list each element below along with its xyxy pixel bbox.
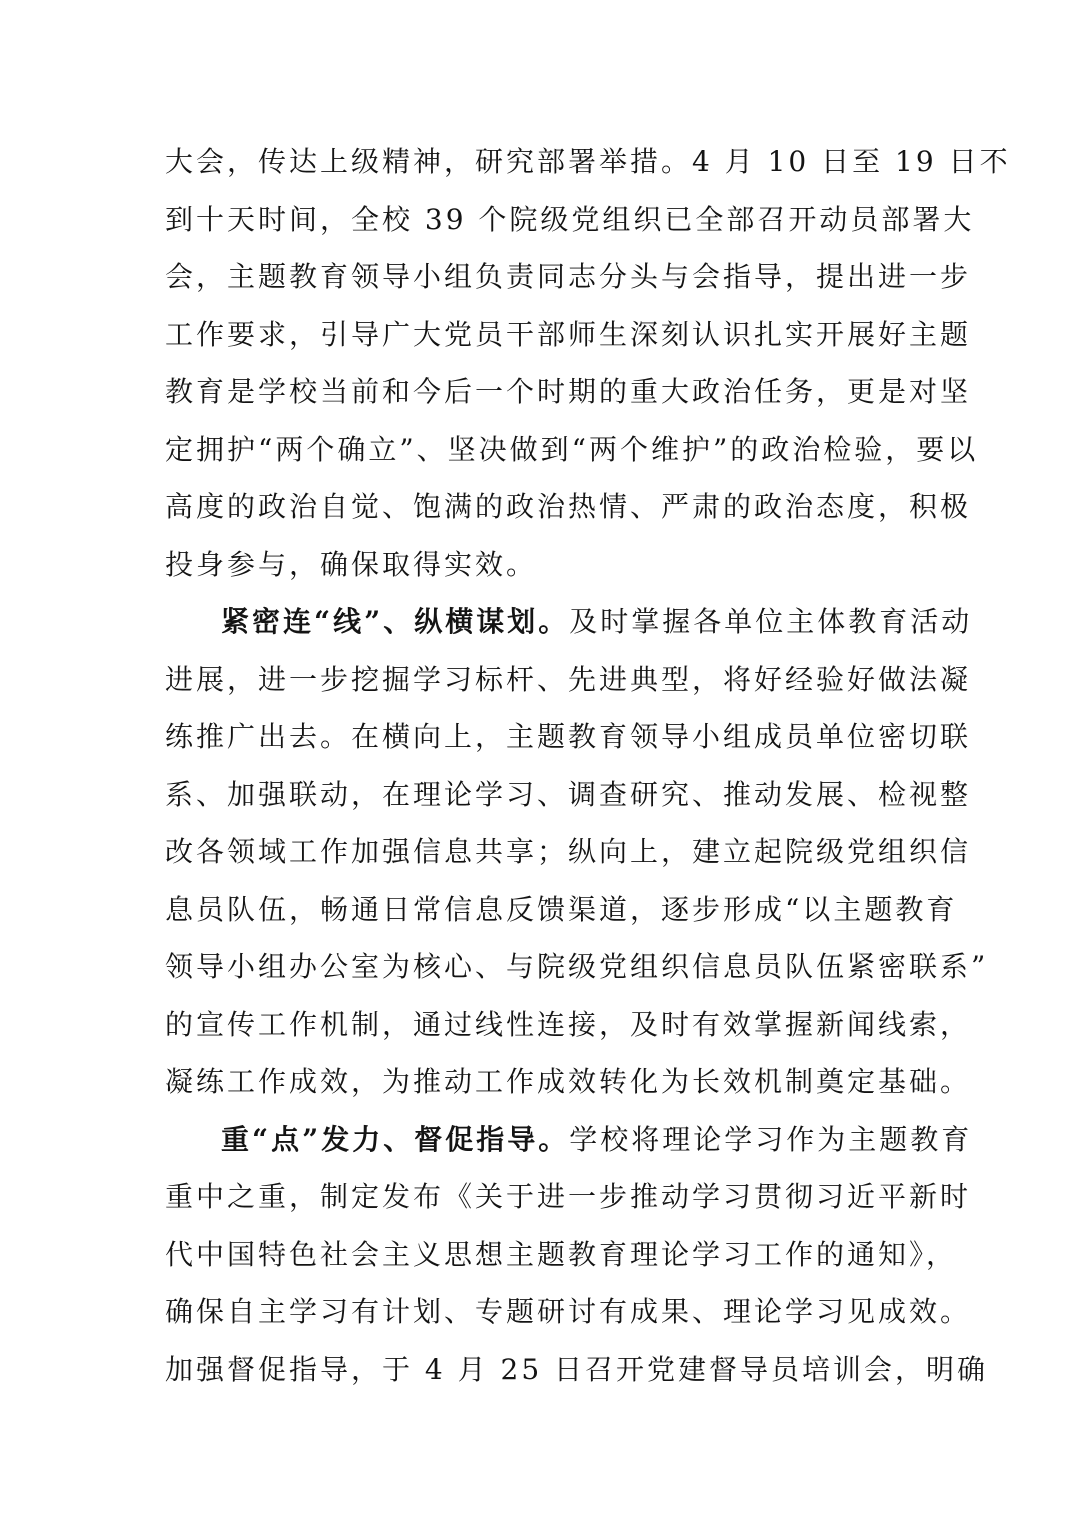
paragraph-2	[165, 593, 989, 1111]
text-line: 领导小组办公室为核心、与院级党组织信息员队伍紧密联系”	[165, 950, 989, 983]
text-line: 确保自主学习有计划、专题研讨有成果、理论学习见成效。	[165, 1295, 972, 1328]
text-line: 进展，进一步挖掘学习标杆、先进典型，将好经验好做法凝	[165, 662, 972, 696]
text-line: 改各领域工作加强信息共享；纵向上，建立起院级党组织信	[165, 835, 972, 868]
text-line: 工作要求，引导广大党员干部师生深刻认识扎实开展好主题	[165, 317, 972, 351]
text-line: 的宣传工作机制，通过线性连接，及时有效掌握新闻线索，	[165, 1007, 972, 1041]
text-line: 重中之重，制定发布《关于进一步推动学习贯彻习近平新时	[165, 1180, 972, 1213]
text-line: 投身参与，确保取得实效。	[165, 547, 538, 581]
text-line-first	[165, 1111, 973, 1169]
text-line: 高度的政治自觉、饱满的政治热情、严肃的政治态度，积极	[165, 490, 972, 523]
text-line: 加强督促指导，于 4 月 25 日召开党建督导员培训会，明确	[165, 1352, 989, 1386]
text-span: 及时掌握各单位主体教育活动	[569, 605, 973, 638]
paragraph-3	[165, 1111, 989, 1399]
paragraph-heading: 重“点”发力、督促指导。	[221, 1122, 570, 1156]
text-line-first	[165, 593, 973, 651]
text-line: 会，主题教育领导小组负责同志分头与会指导，提出进一步	[165, 260, 972, 293]
text-line: 教育是学校当前和今后一个时期的重大政治任务，更是对坚	[165, 375, 972, 408]
text-line: 定拥护“两个确立”、坚决做到“两个维护”的政治检验，要以	[165, 432, 979, 466]
text-line: 代中国特色社会主义思想主题教育理论学习工作的通知》，	[165, 1237, 958, 1271]
text-line: 系、加强联动，在理论学习、调查研究、推动发展、检视整	[165, 777, 972, 811]
paragraph-1	[165, 133, 1011, 593]
text-span: 学校将理论学习作为主题教育	[569, 1122, 973, 1156]
text-line: 到十天时间，全校 39 个院级党组织已全部召开动员部署大	[165, 202, 975, 236]
text-line: 练推广出去。在横向上，主题教育领导小组成员单位密切联	[165, 720, 972, 753]
document-page	[165, 133, 1011, 1398]
paragraph-heading: 紧密连“线”、纵横谋划。	[221, 605, 570, 638]
text-line: 息员队伍，畅通日常信息反馈渠道，逐步形成“以主题教育	[165, 892, 958, 926]
text-line: 凝练工作成效，为推动工作成效转化为长效机制奠定基础。	[165, 1065, 972, 1098]
text-line: 大会，传达上级精神，研究部署举措。4 月 10 日至 19 日不	[165, 145, 1011, 178]
